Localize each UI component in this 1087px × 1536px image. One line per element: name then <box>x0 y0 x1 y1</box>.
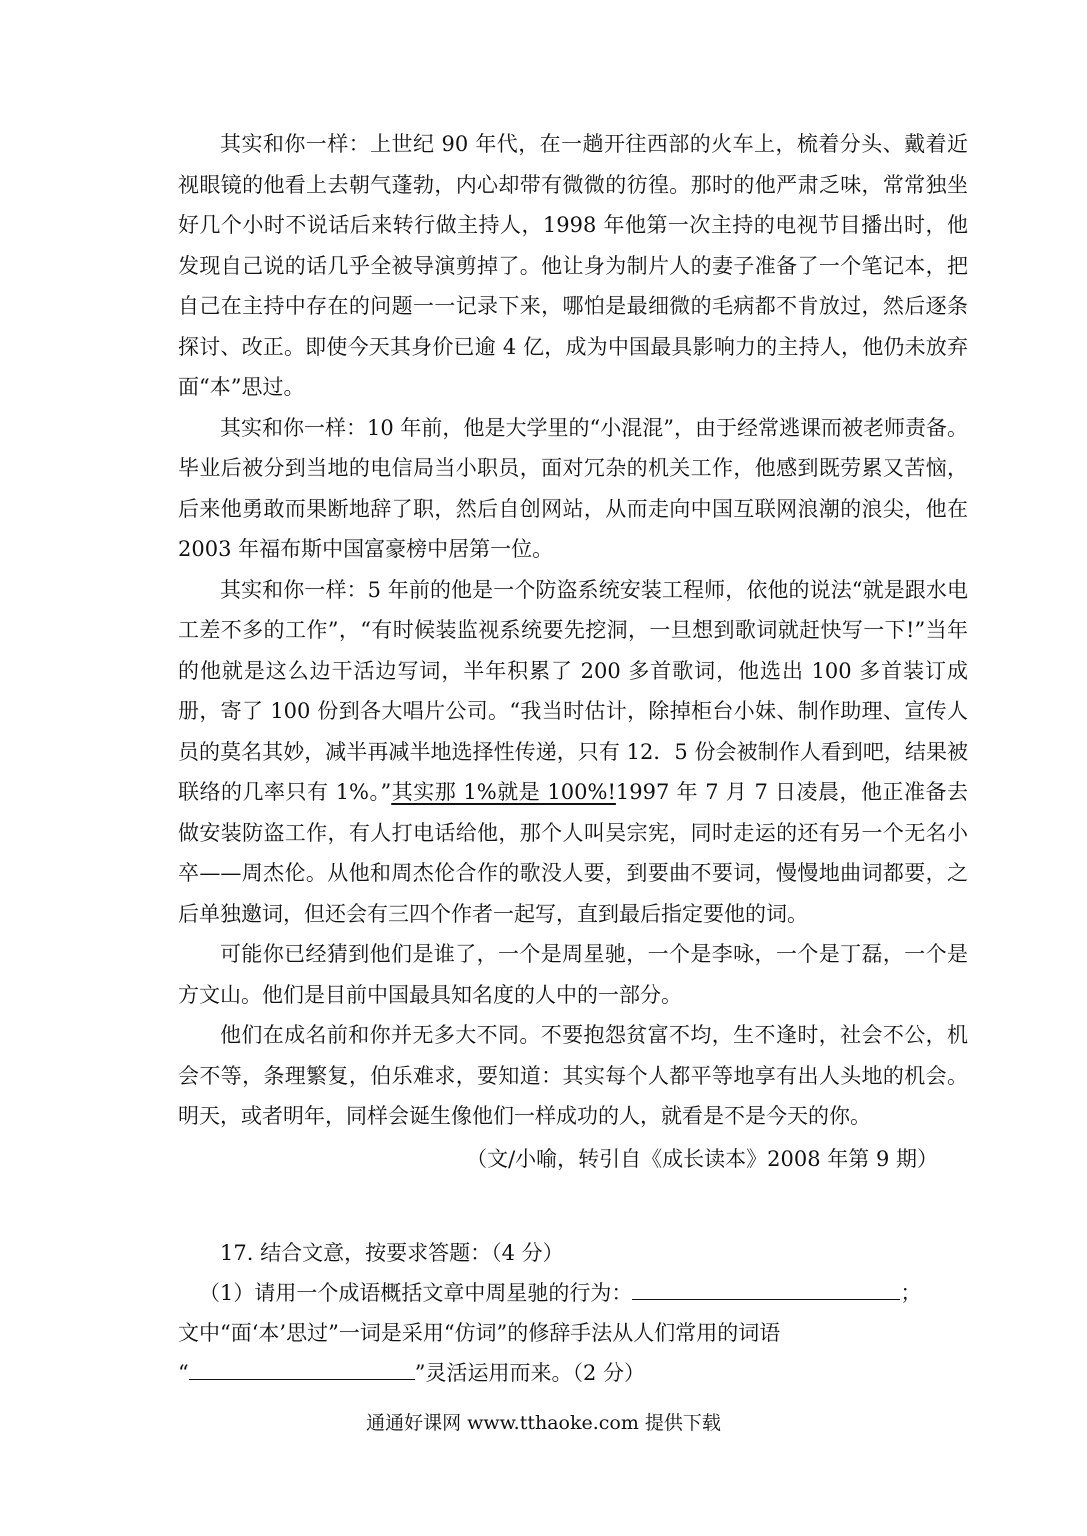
paragraph-5: 他们在成名前和你并无多大不同。不要抱怨贫富不均，生不逢时，社会不公，机会不等，条理繁复，伯乐难求，要知道：其实每个人都平等地享有出人头地的机会。明天，或者明年，同样会诞生像他们一样成功的人，就看是不是今天的你。 <box>178 1023 968 1128</box>
question-17 <box>178 1233 968 1393</box>
underlined-sentence: 其实那 1%就是 100%! <box>391 780 616 804</box>
answer-blank-idiom[interactable] <box>632 1273 900 1300</box>
sub-1-prompt: （1）请用一个成语概括文章中周星驰的行为： <box>199 1281 633 1305</box>
paragraph-3 <box>178 570 968 935</box>
article-body <box>178 124 968 1179</box>
paragraph-3-part-1: 其实和你一样：5 年前的他是一个防盗系统安装工程师，依他的说法“就是跟水电工差不多的工作”，“有时候装监视系统要先挖洞，一旦想到歌词就赶快写一下!”当年的他就是这么边干活边写词，半年积累了 200 多首歌词，他选出 100 多首装订成册，寄了 100 份到各大唱片公司。“我当时估计，除掉柜台小妹、制作助理、宣传人员的莫名其妙，减半再减半地选择性传递，只有 12．5 份会被制作人看到吧，结果被联络的几率只有 1%。” <box>178 577 968 804</box>
article-source: （文/小喻，转引自《成长读本》2008 年第 9 期） <box>466 1146 938 1171</box>
question-sub-1-line-3 <box>178 1353 968 1393</box>
question-title: 17. 结合文意，按要求答题：（4 分） <box>220 1241 564 1265</box>
question-sub-1-line-2: 文中“面‘本’思过”一词是采用“仿词”的修辞手法从人们常用的词语 <box>178 1321 781 1345</box>
paragraph-1: 其实和你一样：上世纪 90 年代，在一趟开往西部的火车上，梳着分头、戴着近视眼镜的他看上去朝气蓬勃，内心却带有微微的彷徨。那时的他严肃乏味，常常独坐好几个小时不说话后来转行做主持人，1998 年他第一次主持的电视节目播出时，他发现自己说的话几乎全被导演剪掉了。他让身为制片人的妻子准备了一个笔记本，把自己在主持中存在的问题一一记录下来，哪怕是最细微的毛病都不肯放过，然后逐条探讨、改正。即使今天其身价已逾 4 亿，成为中国最具影响力的主持人，他仍未放弃面“本”思过。 <box>178 132 968 399</box>
paragraph-4: 可能你已经猜到他们是谁了，一个是周星驰，一个是李咏，一个是丁磊，一个是方文山。他们是目前中国最具知名度的人中的一部分。 <box>178 942 968 1007</box>
answer-blank-word[interactable] <box>189 1353 415 1380</box>
paragraph-2: 其实和你一样：10 年前，他是大学里的“小混混”，由于经常逃课而被老师责备。毕业后被分到当地的电信局当小职员，面对冗杂的机关工作，他感到既劳累又苦恼，后来他勇敢而果断地辞了职，然后自创网站，从而走向中国互联网浪潮的浪尖，他在 2003 年福布斯中国富豪榜中居第一位。 <box>178 415 968 561</box>
sub-1-tail: ”灵活运用而来。（2 分） <box>414 1361 646 1385</box>
page-footer: 通通好课网 www.tthaoke.com 提供下载 <box>366 1412 721 1434</box>
open-quote: “ <box>178 1361 189 1385</box>
question-sub-1 <box>178 1273 968 1313</box>
paragraph-3-part-2: 1997 年 7 月 7 日凌晨，他正准备去做安装防盗工作，有人打电话给他，那个人叫吴宗宪，同时走运的还有另一个无名小卒——周杰伦。从他和周杰伦合作的歌没人要，到要曲不要词，慢慢地曲词都要，之后单独邀词，但还会有三四个作者一起写，直到最后指定要他的词。 <box>178 780 968 926</box>
sub-1-semicolon: ； <box>900 1281 922 1305</box>
